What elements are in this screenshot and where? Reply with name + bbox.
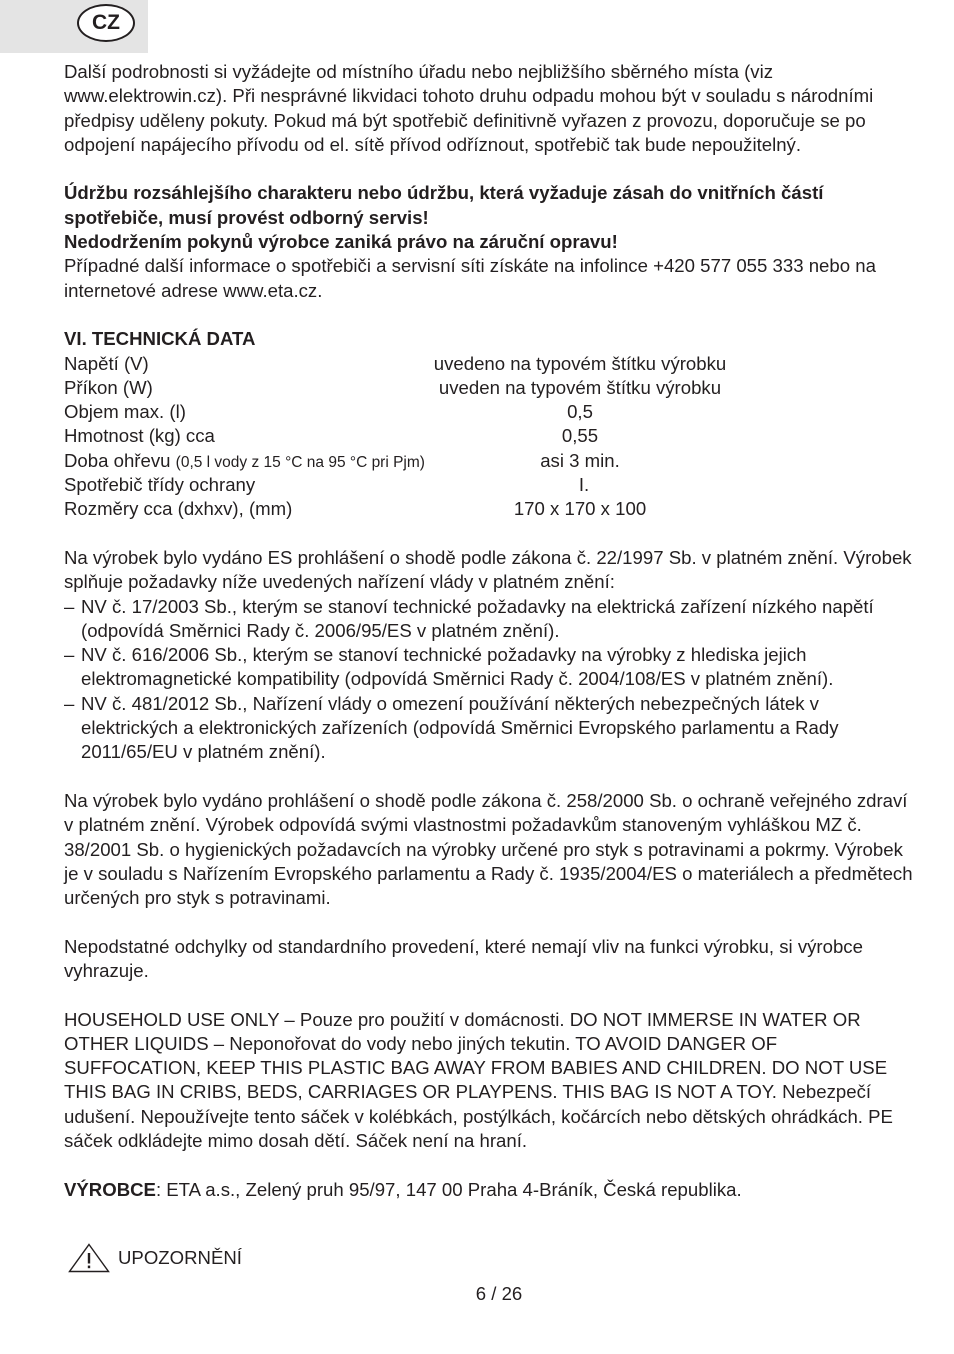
spec-row-dimensions (64, 497, 914, 521)
spec-value: 170 x 170 x 100 (513, 498, 647, 520)
spec-value: asi 3 min. (540, 449, 620, 471)
household-warning-paragraph: HOUSEHOLD USE ONLY – Pouze pro použití v domácnosti. DO NOT IMMERSE IN WATER OR OTHER LIQUIDS – Neponořovat do vody nebo jiných tekutin. TO AVOID DANGER OF SUFFOCATION, KEEP THIS PLASTIC BAG AWAY FROM BABIES AND CHILDREN. DO NOT USE THIS BAG IN CRIBS, BEDS, CARRIAGES OR PLAYPENS. THIS BAG IS NOT A TOY. Nebezpečí udušení. Nepoužívejte tento sáček v kolébkách, postýlkách, kočárcích nebo dětských ohrádkách. PE sáček odkládejte mimo dosah dětí. Sáček není na hraní. (64, 1008, 893, 1152)
language-tab (0, 0, 148, 53)
spec-label: Spotřebič třídy ochrany (64, 474, 256, 496)
list-item (64, 643, 914, 692)
page-content (64, 60, 914, 1202)
spec-value: uvedeno na typovém štítku výrobku (433, 352, 727, 374)
language-badge: CZ (77, 4, 135, 42)
warning-notice (68, 1243, 242, 1273)
list-dash: – (64, 692, 75, 714)
spec-value: uveden na typovém štítku výrobku (438, 376, 722, 398)
spec-label: Rozměry cca (dxhxv), (mm) (64, 498, 293, 520)
service-warning-bold: Údržbu rozsáhlejšího charakteru nebo údržbu, která vyžaduje zásah do vnitřních částí spotřebiče, musí provést odborný servis! (64, 182, 824, 228)
list-item-text: NV č. 616/2006 Sb., kterým se stanoví technické požadavky na výrobky z hlediska jejich elektromagnetické kompatibility (odpovídá Směrnici Rady č. 2004/108/ES v platném znění). (81, 644, 834, 690)
es-declaration-paragraph: Na výrobek bylo vydáno ES prohlášení o shodě podle zákona č. 22/1997 Sb. v platném znění. Výrobek splňuje požadavky níže uvedených nařízení vlády v platném znění: (64, 546, 912, 593)
health-declaration-paragraph: Na výrobek bylo vydáno prohlášení o shodě podle zákona č. 258/2000 Sb. o ochraně veřejného zdraví v platném znění. Výrobek odpovídá svými vlastnostmi požadavkům stanoveným vyhláškou MZ č. 38/2001 Sb. o hygienických požadavcích na výrobky určené pro styk s potravinami a pokrmy. Výrobek je v souladu s Nařízením Evropského parlamentu a Rady č. 1935/2004/ES o materiálech a předmětech určených pro styk s potravinami. (64, 789, 913, 909)
spec-label: Objem max. (l) (64, 401, 186, 423)
service-info-paragraph: Případné další informace o spotřebiči a servisní síti získáte na infolince +420 577 055 333 nebo na internetové adrese www.eta.cz. (64, 255, 876, 301)
spec-row-volume (64, 400, 914, 424)
spec-label: Doba ohřevu (0,5 l vody z 15 °C na 95 °C pri Pjm) (64, 449, 425, 471)
warning-label: UPOZORNĚNÍ (118, 1246, 242, 1268)
deviation-paragraph: Nepodstatné odchylky od standardního provedení, které nemají vliv na funkci výrobku, si výrobce vyhrazuje. (64, 935, 863, 981)
spec-row-power (64, 376, 914, 400)
disposal-paragraph: Další podrobnosti si vyžádejte od místního úřadu nebo nejbližšího sběrného místa (viz www.elektrowin.cz). Při nesprávné likvidaci tohoto druhu odpadu mohou být v souladu s národními předpisy uděleny pokuty. Pokud má být spotřebič definitivně vyřazen z provozu, doporučuje se po odpojení napájecího přívodu od el. sítě přívod odříznout, spotřebič tak bude nepoužitelný. (64, 61, 874, 155)
list-item (64, 692, 914, 765)
spec-value: 0,5 (567, 401, 593, 423)
manufacturer-label: VÝROBCE (64, 1178, 156, 1200)
spec-value: 0,55 (561, 425, 599, 447)
page-number: 6 / 26 (475, 1283, 523, 1304)
warranty-warning-bold: Nedodržením pokynů výrobce zaniká právo na záruční opravu! (64, 231, 618, 253)
spec-label: Napětí (V) (64, 352, 149, 374)
list-item (64, 595, 914, 644)
spec-row-voltage (64, 352, 914, 376)
list-item-text: NV č. 481/2012 Sb., Nařízení vlády o omezení používání některých nebezpečných látek v elektrických a elektronických zařízeních (odpovídá Směrnici Evropského parlamentu a Rady 2011/65/EU v platném znění). (81, 692, 839, 763)
spec-label: Příkon (W) (64, 376, 153, 398)
spec-row-protection-class (64, 473, 914, 497)
manufacturer-line (64, 1178, 914, 1202)
spec-row-heating-time (64, 449, 914, 473)
list-dash: – (64, 595, 75, 617)
tech-data-heading: VI. TECHNICKÁ DATA (64, 328, 256, 350)
manufacturer-address: : ETA a.s., Zelený pruh 95/97, 147 00 Praha 4-Bráník, Česká republika. (155, 1178, 742, 1200)
spec-row-weight (64, 424, 914, 448)
list-item-text: NV č. 17/2003 Sb., kterým se stanoví technické požadavky na elektrická zařízení nízkého napětí (odpovídá Směrnici Rady č. 2006/95/ES v platném znění). (81, 595, 874, 641)
spec-value: I. (578, 474, 590, 496)
warning-triangle-icon (68, 1243, 110, 1273)
spec-label: Hmotnost (kg) cca (64, 425, 215, 447)
spec-note: (0,5 l vody z 15 °C na 95 °C pri Pjm) (175, 453, 425, 471)
tech-data-table (64, 352, 914, 522)
list-dash: – (64, 644, 75, 666)
